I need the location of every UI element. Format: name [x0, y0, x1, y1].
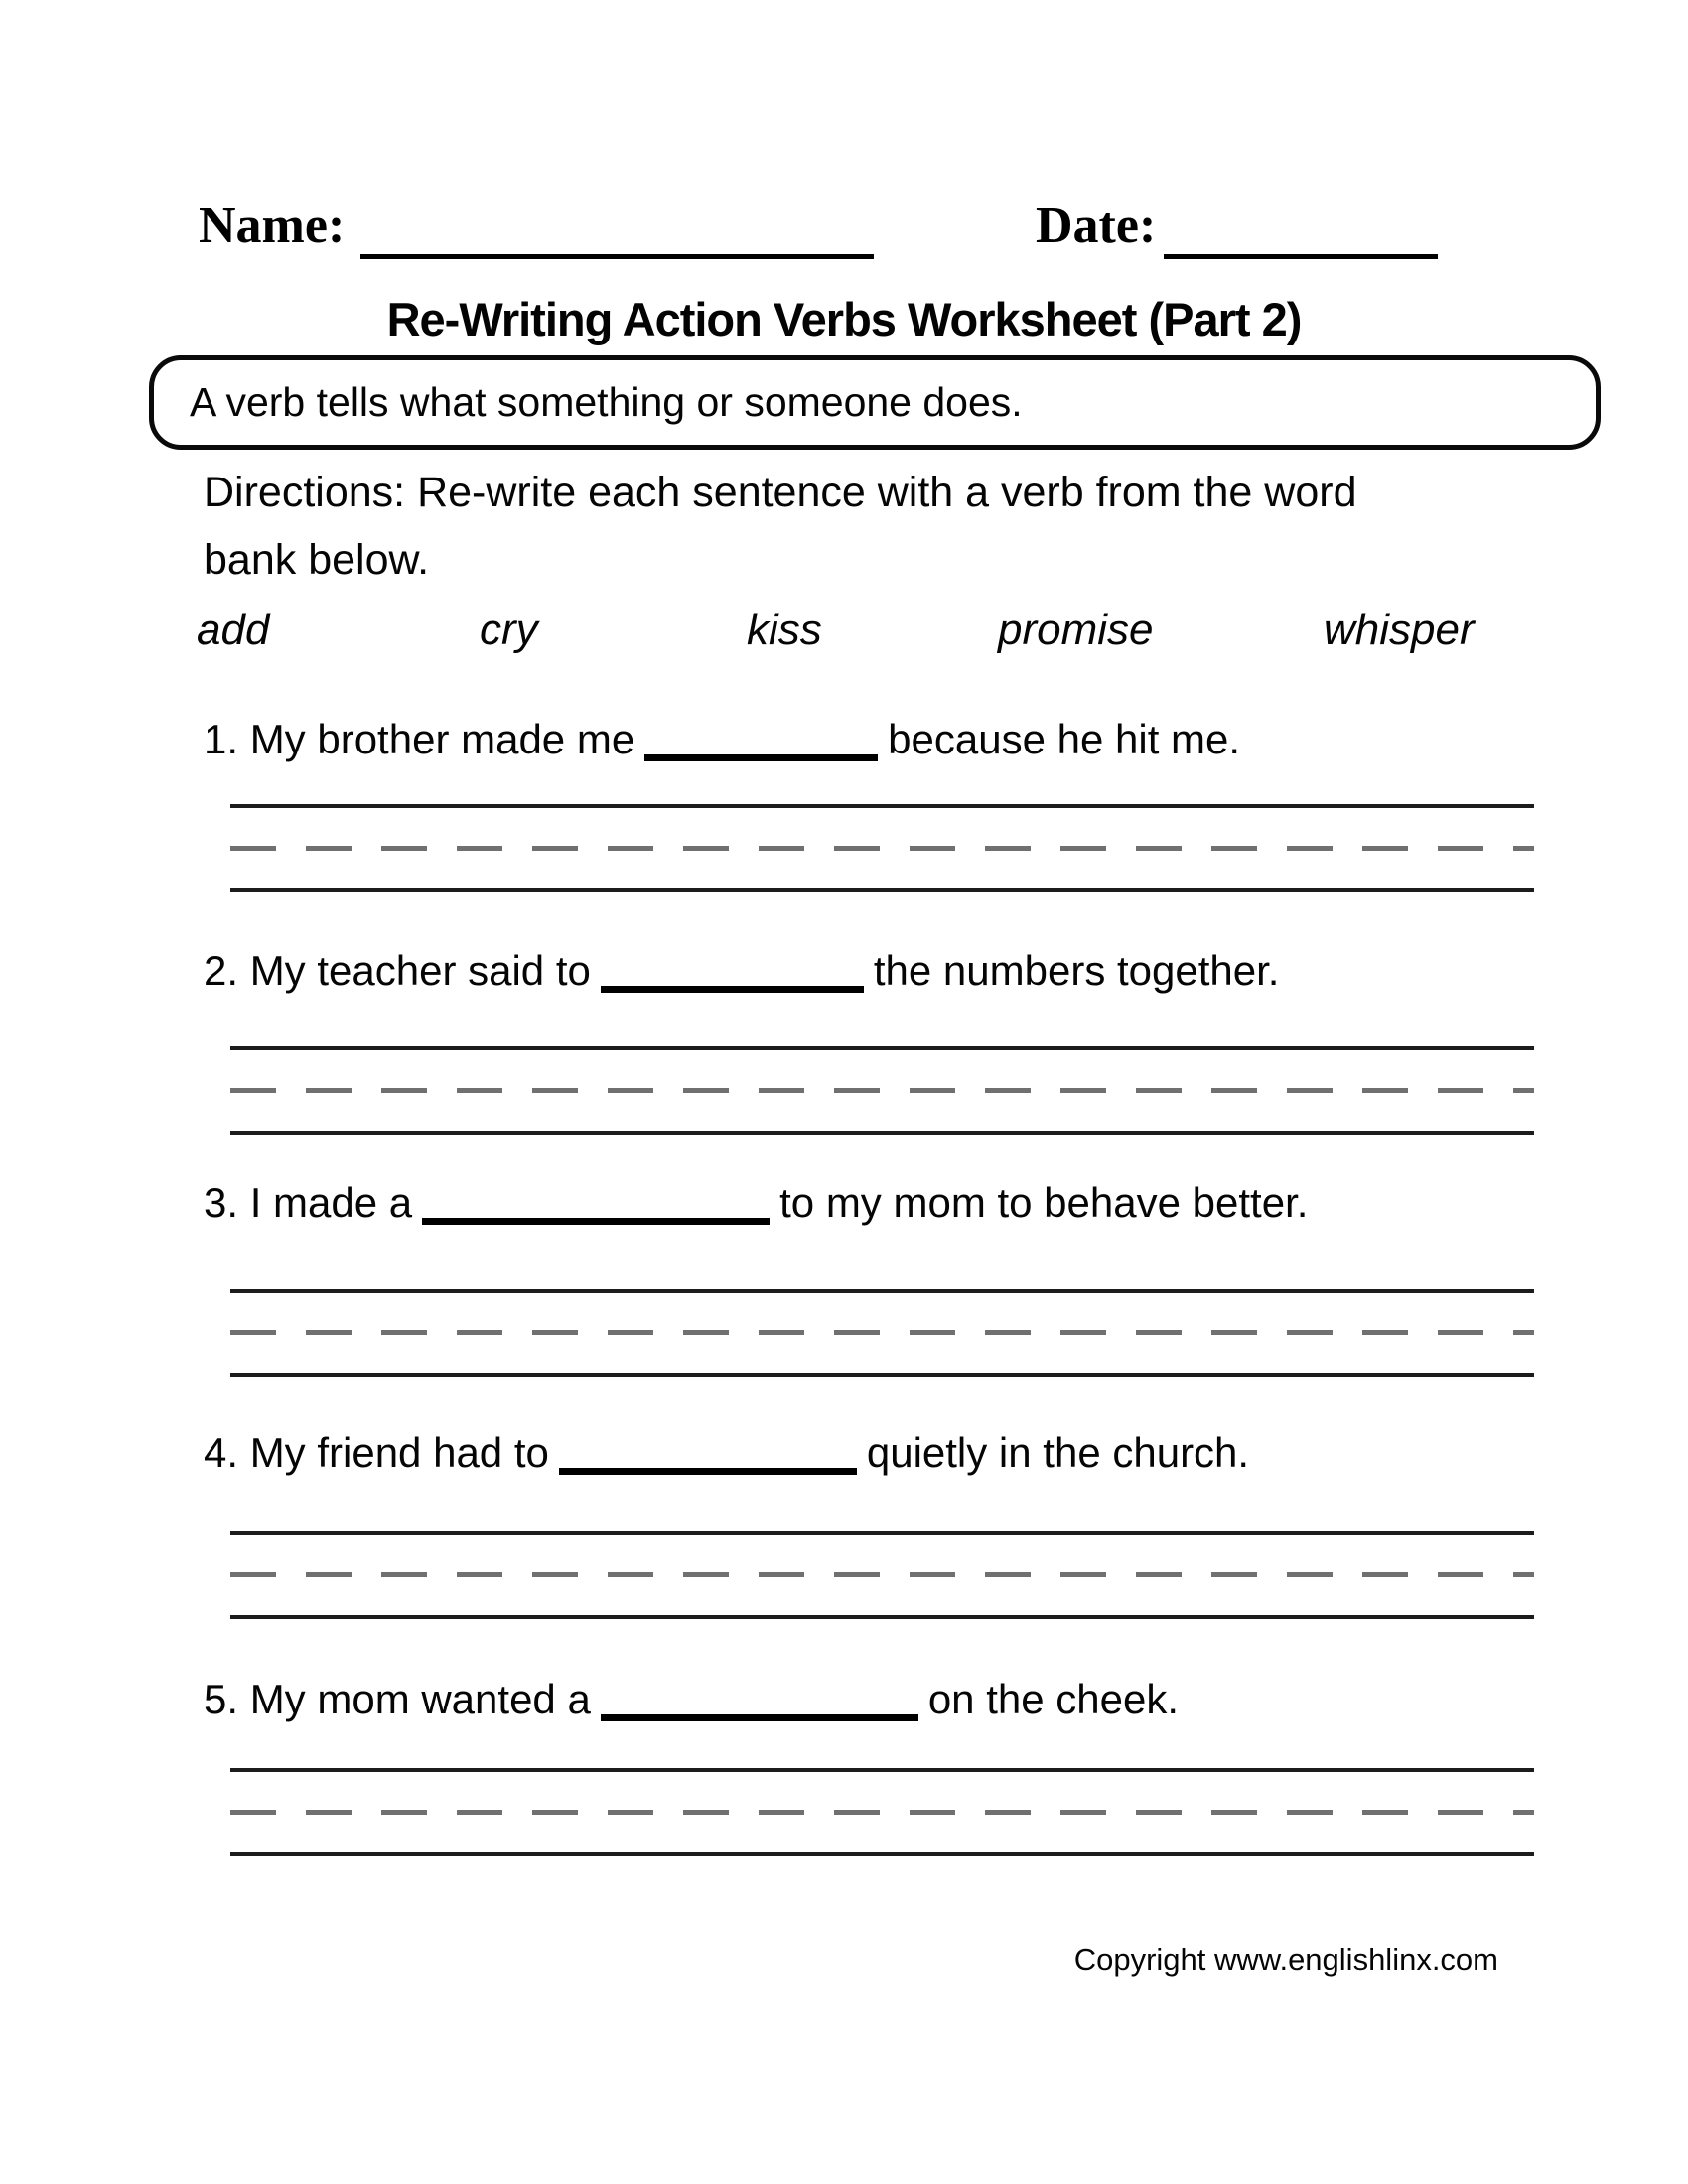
page-title: Re-Writing Action Verbs Worksheet (Part 2) — [386, 293, 1302, 345]
name-label: Name: — [199, 198, 346, 254]
sentence-before-blank: 2. My teacher said to — [204, 947, 591, 994]
copyright-text: Copyright www.englishlinx.com — [1073, 1942, 1498, 1977]
writing-line-solid-top — [230, 1046, 1534, 1050]
writing-line-solid-bottom — [230, 1615, 1534, 1619]
writing-line-solid-top — [230, 1531, 1534, 1535]
writing-line-solid-top — [230, 1289, 1534, 1293]
sentence-before-blank: 1. My brother made me — [204, 716, 635, 762]
word-bank-item: add — [197, 606, 270, 654]
writing-line-solid-top — [230, 1768, 1534, 1772]
answer-blank — [601, 950, 864, 993]
word-bank-item: cry — [480, 606, 538, 654]
sentence-before-blank: 5. My mom wanted a — [204, 1676, 591, 1722]
sentence-after-blank: on the cheek. — [927, 1676, 1179, 1722]
definition-box — [149, 355, 1601, 450]
question-sentence — [204, 1424, 1614, 1483]
definition-text: A verb tells what something or someone does. — [190, 379, 1023, 425]
answer-blank — [559, 1433, 857, 1475]
date-label: Date: — [1036, 198, 1157, 254]
answer-blank — [644, 719, 878, 761]
writing-line-dashed — [230, 1330, 1534, 1335]
writing-line-dashed — [230, 1572, 1534, 1577]
writing-line-dashed — [230, 846, 1534, 851]
date-fill-line — [1164, 254, 1438, 259]
sentence-after-blank: to my mom to behave better. — [779, 1179, 1309, 1226]
sentence-before-blank: 3. I made a — [204, 1179, 413, 1226]
question-sentence — [204, 710, 1614, 769]
writing-line-solid-bottom — [230, 1373, 1534, 1377]
sentence-after-blank: the numbers together. — [873, 947, 1280, 994]
writing-lines — [230, 804, 1534, 893]
question-sentence — [204, 941, 1614, 1001]
writing-line-solid-bottom — [230, 888, 1534, 892]
writing-line-solid-bottom — [230, 1852, 1534, 1856]
sentence-after-blank: because he hit me. — [888, 716, 1241, 762]
answer-blank — [601, 1679, 918, 1721]
writing-line-dashed — [230, 1810, 1534, 1815]
writing-lines — [230, 1768, 1534, 1857]
word-bank-item: whisper — [1324, 606, 1475, 654]
writing-lines — [230, 1289, 1534, 1378]
question-sentence — [204, 1173, 1614, 1233]
word-bank — [0, 601, 1688, 660]
writing-line-solid-top — [230, 804, 1534, 808]
question-sentence — [204, 1670, 1614, 1729]
directions-text: Directions: Re-write each sentence with a verb from the word bank below. — [204, 469, 1357, 584]
answer-blank — [422, 1182, 770, 1225]
writing-lines — [230, 1531, 1534, 1620]
sentence-before-blank: 4. My friend had to — [204, 1430, 549, 1476]
word-bank-item: promise — [998, 606, 1154, 654]
sentence-after-blank: quietly in the church. — [866, 1430, 1250, 1476]
writing-line-solid-bottom — [230, 1131, 1534, 1135]
word-bank-item: kiss — [747, 606, 822, 654]
writing-lines — [230, 1046, 1534, 1136]
writing-line-dashed — [230, 1088, 1534, 1093]
name-fill-line — [360, 254, 874, 259]
